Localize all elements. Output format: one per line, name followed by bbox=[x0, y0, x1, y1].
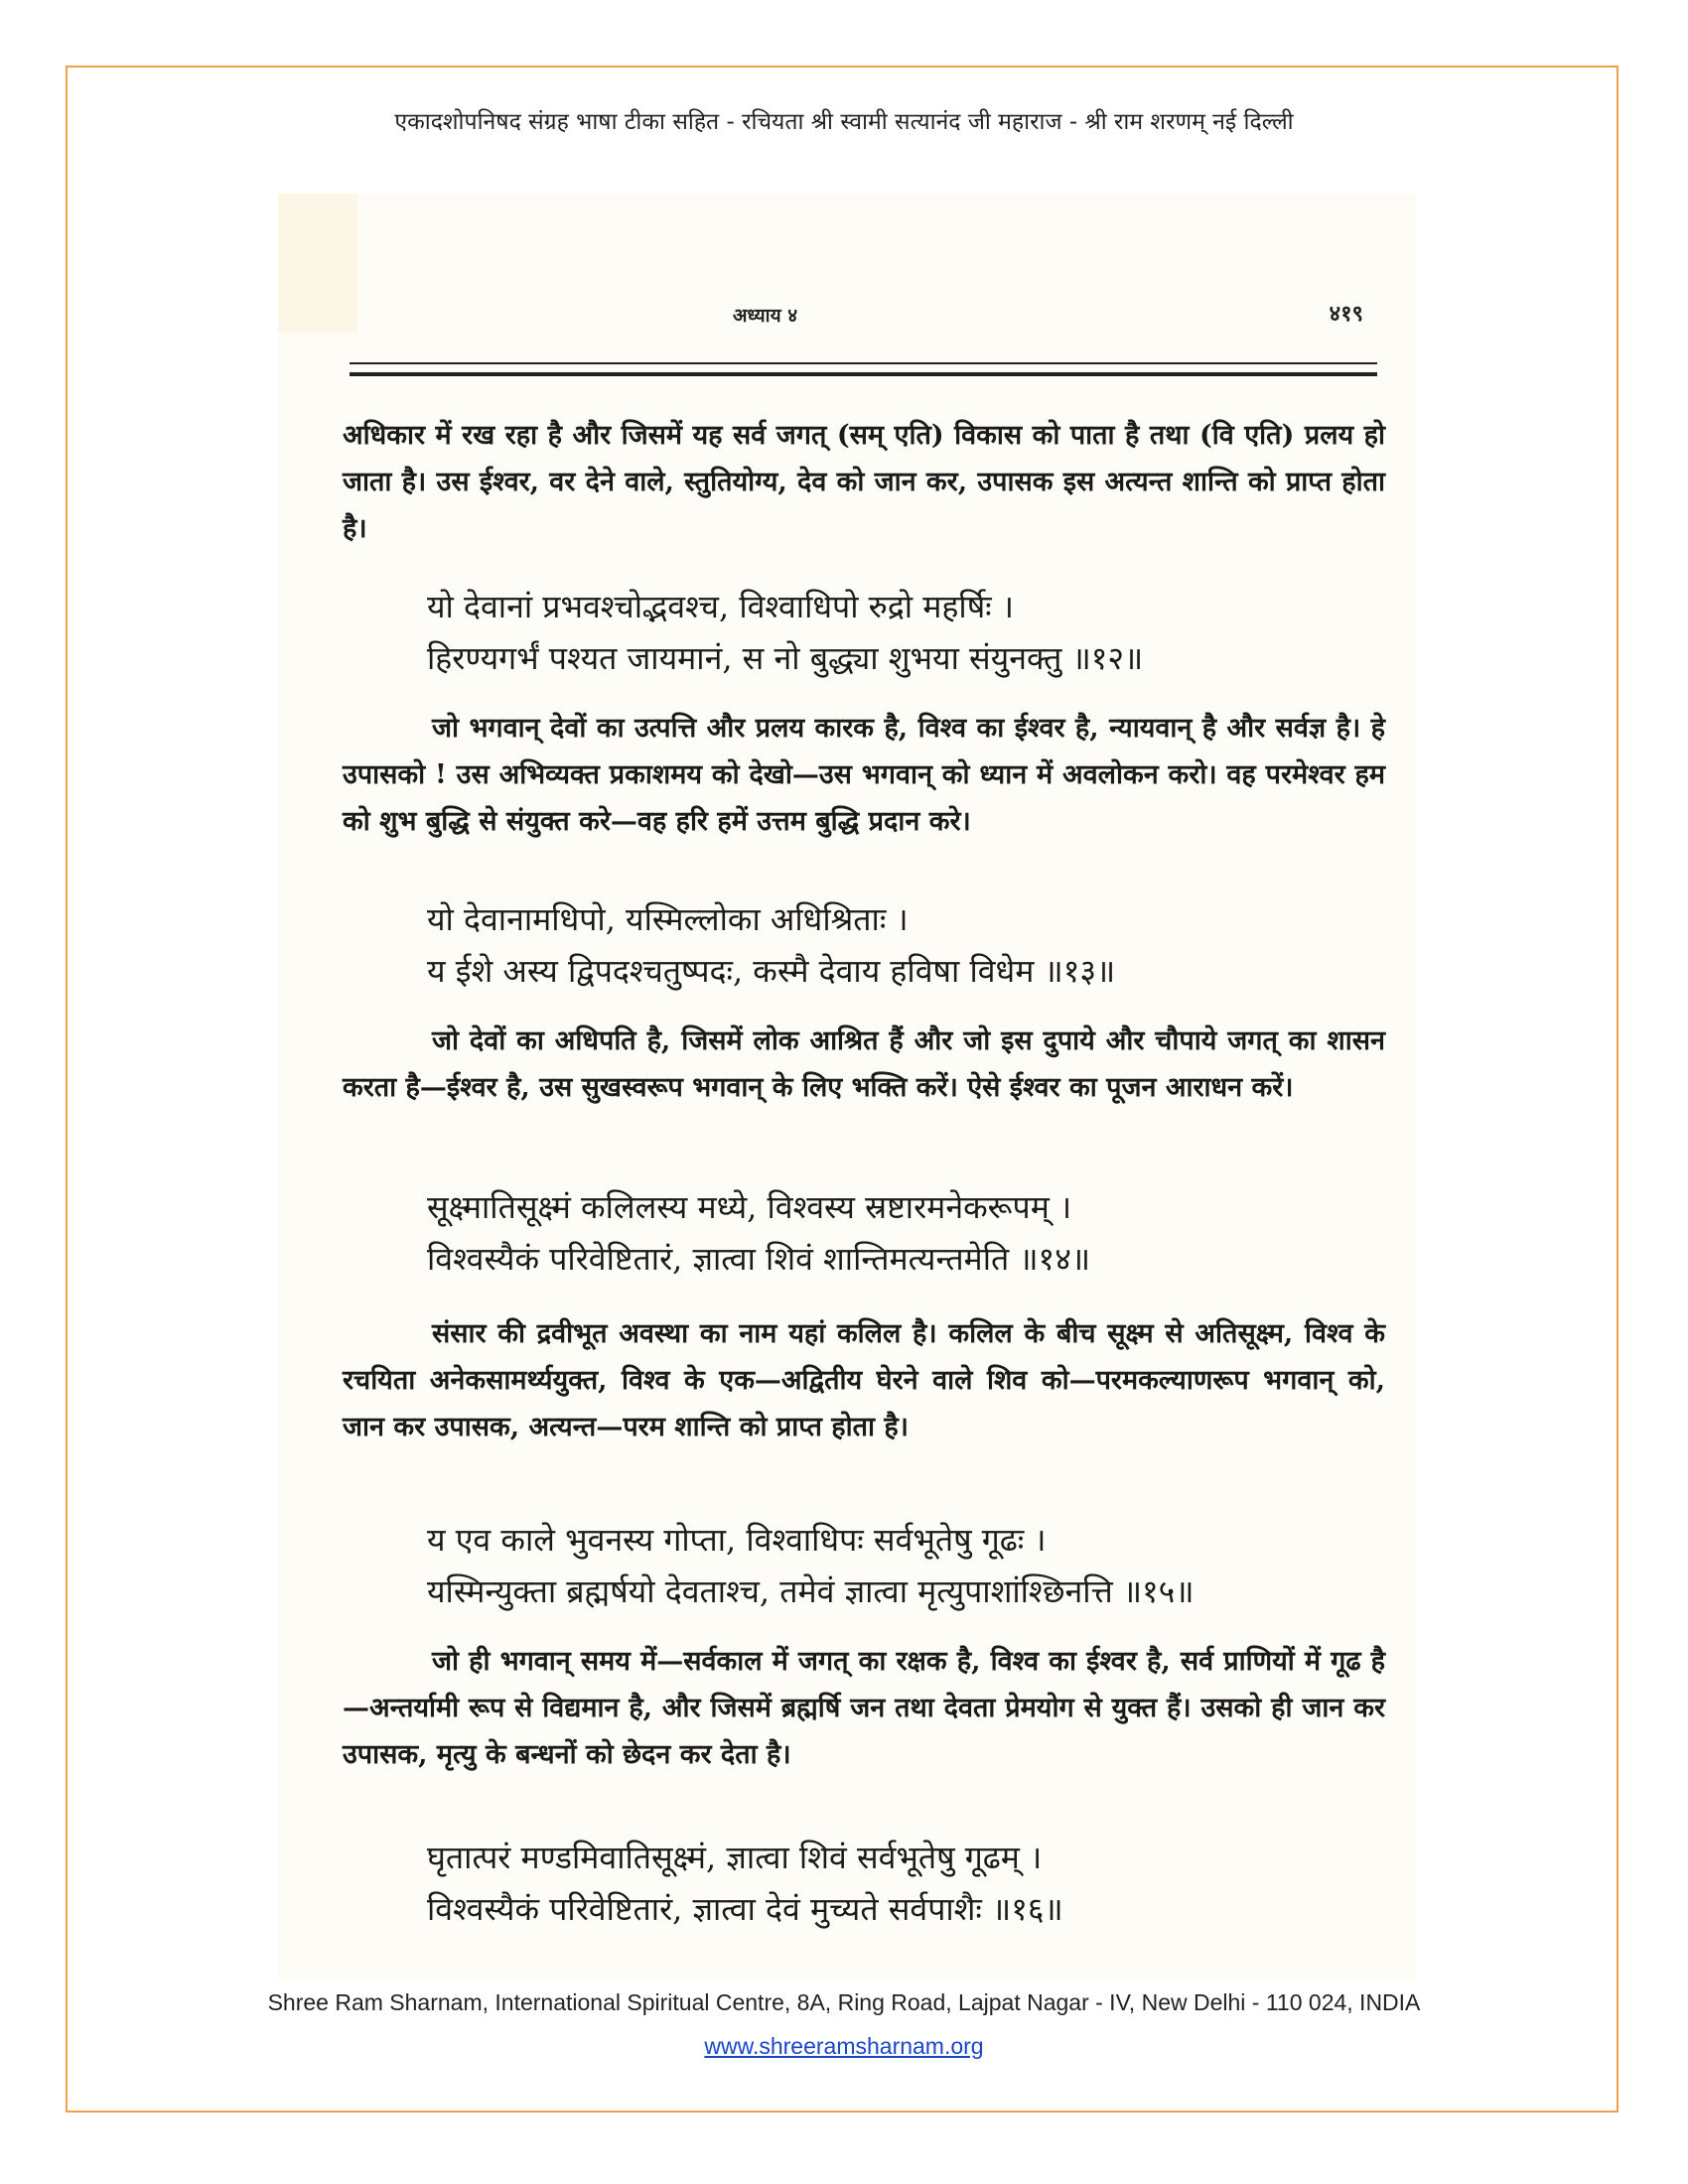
site-header: एकादशोपनिषद संग्रह भाषा टीका सहित - रचियता श्री स्वामी सत्यानंद जी महाराज - श्री राम शरणम् नई दिल्ली bbox=[394, 109, 1294, 135]
page-header bbox=[346, 298, 1378, 338]
commentary-paragraph: जो देवों का अधिपति है, जिसमें लोक आश्रित हैं और जो इस दुपाये और चौपाये जगत् का शासन करता है—ईश्वर है, उस सुखस्वरूप भगवान् के लिए भक्ति करें। ऐसे ईश्वर का पूजन आराधन करें। bbox=[343, 1025, 1385, 1103]
chapter-title: अध्याय ४ bbox=[733, 305, 798, 327]
verse-line: यो देवानामधिपो, यस्मिल्लोका अधिश्रिताः । bbox=[427, 900, 909, 938]
footer-address: Shree Ram Sharnam, International Spiritual Centre, 8A, Ring Road, Lajpat Nagar - IV, New Delhi - 110 024, INDIA bbox=[267, 1989, 1421, 2015]
commentary-paragraph: जो भगवान् देवों का उत्पत्ति और प्रलय कारक है, विश्व का ईश्वर है, न्यायवान् है और सर्वज्ञ है। हे उपासको ! उस अभिव्यक्त प्रकाशमय को देखो—उस भगवान् को ध्यान में अवलोकन करो। वह परमेश्वर हम को शुभ बुद्धि से संयुक्त करे—वह हरि हमें उत्तम बुद्धि प्रदान करे। bbox=[343, 713, 1385, 837]
verse-block bbox=[427, 1514, 1470, 1617]
website-link[interactable]: www.shreeramsharnam.org bbox=[704, 2033, 984, 2059]
verse-line: हिरण्यगर्भं पश्यत जायमानं, स नो बुद्ध्या शुभया संयुनक्तु ॥१२॥ bbox=[427, 639, 1144, 677]
commentary-paragraph: अधिकार में रख रहा है और जिसमें यह सर्व जगत् (सम् एति) विकास को पाता है तथा (वि एति) प्रलय हो जाता है। उस ईश्वर, वर देने वाले, स्तुतियोग्य, देव को जान कर, उपासक इस अत्यन्त शान्ति को प्राप्त होता है। bbox=[343, 420, 1385, 544]
verse-block bbox=[427, 581, 1470, 684]
header-rule-thin bbox=[350, 362, 1377, 364]
verse-block bbox=[427, 1181, 1470, 1285]
verse-line: विश्वस्यैकं परिवेष्टितारं, ज्ञात्वा शिवं शान्तिमत्यन्तमेति ॥१४॥ bbox=[427, 1240, 1091, 1278]
commentary-paragraph: जो ही भगवान् समय में—सर्वकाल में जगत् का रक्षक है, विश्व का ईश्वर है, सर्व प्राणियों में गूढ है—अन्तर्यामी रूप से विद्यमान है, और जिसमें ब्रह्मर्षि जन तथा देवता प्रेमयोग से युक्त हैं। उसको ही जान कर उपासक, मृत्यु के बन्धनों को छेदन कर देता है। bbox=[343, 1646, 1385, 1770]
verse-line: सूक्ष्मातिसूक्ष्मं कलिलस्य मध्ये, विश्वस्य स्रष्टारमनेकरूपम् । bbox=[427, 1188, 1072, 1226]
verse-line: घृतात्परं मण्डमिवातिसूक्ष्मं, ज्ञात्वा शिवं सर्वभूतेषु गूढम् । bbox=[427, 1839, 1043, 1876]
verse-line: य एव काले भुवनस्य गोप्ता, विश्वाधिपः सर्वभूतेषु गूढः । bbox=[427, 1521, 1047, 1559]
verse-block bbox=[427, 1832, 1470, 1935]
verse-line: विश्वस्यैकं परिवेष्टितारं, ज्ञात्वा देवं मुच्यते सर्वपाशैः ॥१६॥ bbox=[427, 1890, 1063, 1928]
verse-line: यो देवानां प्रभवश्चोद्भवश्च, विश्वाधिपो रुद्रो महर्षिः । bbox=[427, 588, 1014, 625]
commentary-paragraph: संसार की द्रवीभूत अवस्था का नाम यहां कलिल है। कलिल के बीच सूक्ष्म से अतिसूक्ष्म, विश्व के रचयिता अनेकसामर्थ्ययुक्त, विश्व के एक—अद्वितीय घेरने वाले शिव को—परमकल्याणरूप भगवान् को, जान कर उपासक, अत्यन्त—परम शान्ति को प्राप्त होता है। bbox=[343, 1318, 1385, 1442]
header-rule-thick bbox=[350, 372, 1377, 376]
page-number: ४१९ bbox=[1329, 301, 1363, 327]
verse-block bbox=[427, 893, 1470, 997]
footer-link-row bbox=[0, 2033, 1688, 2060]
verse-line: य ईशे अस्य द्विपदश्चतुष्पदः, कस्मै देवाय हविषा विधेम ॥१३॥ bbox=[427, 952, 1116, 990]
verse-line: यस्मिन्युक्ता ब्रह्मर्षयो देवताश्च, तमेवं ज्ञात्वा मृत्युपाशांश्छिनत्ति ॥१५॥ bbox=[427, 1572, 1195, 1610]
